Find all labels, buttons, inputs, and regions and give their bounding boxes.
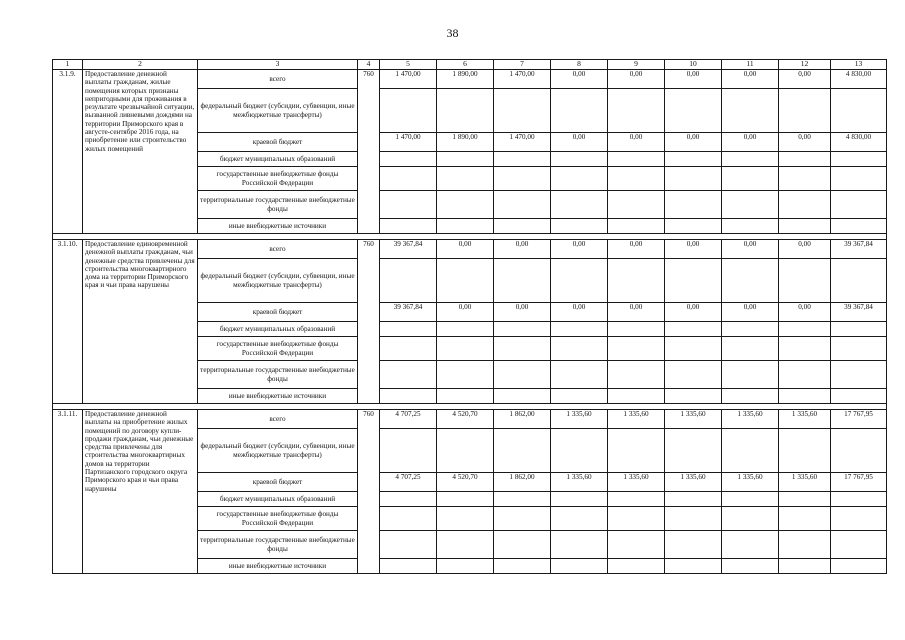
amount-cell (831, 259, 887, 303)
amount-cell (665, 361, 722, 389)
amount-cell (551, 259, 608, 303)
amount-cell (779, 559, 831, 574)
amount-cell (494, 429, 551, 473)
amount-cell: 0,00 (722, 303, 779, 322)
amount-cell (380, 429, 437, 473)
amount-cell (494, 337, 551, 361)
amount-cell (551, 361, 608, 389)
amount-cell (437, 429, 494, 473)
funding-source: всего (198, 70, 358, 89)
amount-cell: 0,00 (665, 303, 722, 322)
amount-cell: 39 367,84 (380, 303, 437, 322)
amount-cell (380, 219, 437, 234)
amount-cell (608, 531, 665, 559)
amount-cell (437, 167, 494, 191)
funding-source: бюджет муниципальных образований (198, 152, 358, 167)
amount-cell: 0,00 (551, 133, 608, 152)
amount-cell (831, 559, 887, 574)
amount-cell (779, 429, 831, 473)
amount-cell (608, 492, 665, 507)
budget-code: 760 (358, 70, 380, 234)
amount-cell (380, 167, 437, 191)
amount-cell (831, 152, 887, 167)
amount-cell: 17 767,95 (831, 473, 887, 492)
amount-cell: 1 335,60 (665, 473, 722, 492)
amount-cell (380, 492, 437, 507)
section-number: 3.1.11. (53, 410, 83, 574)
amount-cell (437, 337, 494, 361)
header-cell: 13 (831, 60, 887, 70)
amount-cell: 1 335,60 (779, 410, 831, 429)
amount-cell (831, 429, 887, 473)
amount-cell (831, 219, 887, 234)
amount-cell (665, 507, 722, 531)
funding-source: территориальные государственные внебюджетные фонды (198, 361, 358, 389)
amount-cell: 4 707,25 (380, 473, 437, 492)
header-cell: 3 (198, 60, 358, 70)
amount-cell (608, 389, 665, 404)
amount-cell (551, 89, 608, 133)
amount-cell (722, 559, 779, 574)
amount-cell (494, 89, 551, 133)
amount-cell: 0,00 (437, 303, 494, 322)
amount-cell (665, 429, 722, 473)
amount-cell: 0,00 (608, 70, 665, 89)
amount-cell (380, 531, 437, 559)
amount-cell (665, 191, 722, 219)
amount-cell (608, 337, 665, 361)
header-cell: 2 (83, 60, 198, 70)
amount-cell (551, 152, 608, 167)
funding-source: краевой бюджет (198, 133, 358, 152)
amount-cell (551, 191, 608, 219)
amount-cell (831, 531, 887, 559)
amount-cell (551, 492, 608, 507)
amount-cell: 1 470,00 (494, 133, 551, 152)
funding-source: иные внебюджетные источники (198, 219, 358, 234)
budget-code: 760 (358, 410, 380, 574)
table-row (53, 410, 887, 429)
amount-cell (608, 219, 665, 234)
amount-cell (494, 191, 551, 219)
amount-cell: 1 335,60 (608, 473, 665, 492)
amount-cell: 0,00 (665, 70, 722, 89)
amount-cell: 0,00 (608, 303, 665, 322)
amount-cell (608, 191, 665, 219)
amount-cell (665, 389, 722, 404)
amount-cell (831, 389, 887, 404)
header-cell: 10 (665, 60, 722, 70)
amount-cell: 39 367,84 (831, 303, 887, 322)
section-number: 3.1.9. (53, 70, 83, 234)
amount-cell: 0,00 (779, 303, 831, 322)
amount-cell (665, 559, 722, 574)
amount-cell (380, 337, 437, 361)
amount-cell (779, 492, 831, 507)
amount-cell (437, 322, 494, 337)
amount-cell: 39 367,84 (380, 240, 437, 259)
table-row (53, 240, 887, 259)
funding-source: всего (198, 410, 358, 429)
amount-cell: 0,00 (494, 303, 551, 322)
amount-cell (722, 492, 779, 507)
amount-cell (608, 507, 665, 531)
amount-cell: 1 335,60 (722, 473, 779, 492)
amount-cell (380, 191, 437, 219)
amount-cell (551, 531, 608, 559)
amount-cell (551, 219, 608, 234)
budget-code: 760 (358, 240, 380, 404)
amount-cell (779, 259, 831, 303)
amount-cell: 4 830,00 (831, 70, 887, 89)
amount-cell: 4 520,70 (437, 410, 494, 429)
amount-cell (831, 361, 887, 389)
funding-source: федеральный бюджет (субсидии, субвенции, иные межбюджетные трансферты) (198, 259, 358, 303)
amount-cell: 1 335,60 (551, 473, 608, 492)
section-name: Предоставление единовременной денежной выплаты гражданам, чьи денежные средства привлечены для строительства многоквартирного дома на территории Приморского края и чьи права нарушены (83, 240, 198, 404)
amount-cell (380, 259, 437, 303)
amount-cell (494, 167, 551, 191)
amount-cell (551, 322, 608, 337)
amount-cell (380, 361, 437, 389)
amount-cell (437, 531, 494, 559)
amount-cell: 1 335,60 (551, 410, 608, 429)
amount-cell (831, 337, 887, 361)
amount-cell (494, 559, 551, 574)
funding-source: территориальные государственные внебюджетные фонды (198, 191, 358, 219)
amount-cell (608, 361, 665, 389)
amount-cell: 0,00 (722, 133, 779, 152)
amount-cell: 1 890,00 (437, 70, 494, 89)
amount-cell (380, 152, 437, 167)
amount-cell (779, 89, 831, 133)
amount-cell: 0,00 (608, 240, 665, 259)
amount-cell: 1 862,00 (494, 473, 551, 492)
amount-cell (722, 89, 779, 133)
amount-cell: 4 707,25 (380, 410, 437, 429)
header-cell: 11 (722, 60, 779, 70)
amount-cell: 1 335,60 (608, 410, 665, 429)
amount-cell (779, 152, 831, 167)
amount-cell (437, 492, 494, 507)
amount-cell (437, 152, 494, 167)
amount-cell (551, 337, 608, 361)
header-cell: 6 (437, 60, 494, 70)
funding-source: краевой бюджет (198, 473, 358, 492)
header-cell: 12 (779, 60, 831, 70)
amount-cell: 0,00 (722, 70, 779, 89)
amount-cell (437, 389, 494, 404)
amount-cell (551, 389, 608, 404)
amount-cell: 0,00 (608, 133, 665, 152)
funding-source: бюджет муниципальных образований (198, 492, 358, 507)
amount-cell: 1 470,00 (380, 70, 437, 89)
amount-cell (722, 259, 779, 303)
amount-cell (665, 167, 722, 191)
amount-cell: 1 890,00 (437, 133, 494, 152)
amount-cell (551, 559, 608, 574)
amount-cell (380, 507, 437, 531)
amount-cell: 0,00 (665, 240, 722, 259)
amount-cell (608, 167, 665, 191)
amount-cell (779, 531, 831, 559)
amount-cell (722, 167, 779, 191)
table-row (53, 70, 887, 89)
amount-cell (665, 152, 722, 167)
amount-cell: 0,00 (779, 133, 831, 152)
amount-cell (494, 389, 551, 404)
amount-cell (665, 531, 722, 559)
amount-cell: 1 470,00 (380, 133, 437, 152)
amount-cell (608, 322, 665, 337)
amount-cell: 0,00 (665, 133, 722, 152)
amount-cell (608, 259, 665, 303)
funding-source: иные внебюджетные источники (198, 389, 358, 404)
amount-cell (831, 167, 887, 191)
amount-cell: 39 367,84 (831, 240, 887, 259)
amount-cell (608, 559, 665, 574)
header-cell: 9 (608, 60, 665, 70)
amount-cell (722, 429, 779, 473)
header-cell: 1 (53, 60, 83, 70)
amount-cell (437, 259, 494, 303)
amount-cell: 1 335,60 (722, 410, 779, 429)
amount-cell (494, 152, 551, 167)
amount-cell (665, 337, 722, 361)
header-cell: 5 (380, 60, 437, 70)
amount-cell (437, 361, 494, 389)
budget-table-body (53, 70, 887, 574)
amount-cell (722, 191, 779, 219)
amount-cell (779, 219, 831, 234)
funding-source: бюджет муниципальных образований (198, 322, 358, 337)
funding-source: государственные внебюджетные фонды Российской Федерации (198, 337, 358, 361)
funding-source: федеральный бюджет (субсидии, субвенции, иные межбюджетные трансферты) (198, 89, 358, 133)
amount-cell: 0,00 (437, 240, 494, 259)
header-cell: 8 (551, 60, 608, 70)
budget-table (52, 59, 887, 574)
funding-source: государственные внебюджетные фонды Российской Федерации (198, 507, 358, 531)
amount-cell: 0,00 (779, 240, 831, 259)
header-row (53, 60, 887, 70)
amount-cell: 4 830,00 (831, 133, 887, 152)
funding-source: государственные внебюджетные фонды Российской Федерации (198, 167, 358, 191)
amount-cell (831, 191, 887, 219)
amount-cell (665, 259, 722, 303)
amount-cell: 0,00 (551, 303, 608, 322)
header-cell: 4 (358, 60, 380, 70)
amount-cell (779, 322, 831, 337)
amount-cell (831, 322, 887, 337)
section-name: Предоставление денежной выплаты гражданам, жилые помещения которых признаны непригодными для проживания в результате чрезвычайной ситуации, вызванной ливневыми дождями на территории Приморского края в августе-сентябре 2016 года, на приобретение или строительство жилых помещений (83, 70, 198, 234)
amount-cell (551, 167, 608, 191)
amount-cell (831, 507, 887, 531)
amount-cell (608, 429, 665, 473)
amount-cell: 0,00 (551, 70, 608, 89)
amount-cell (779, 167, 831, 191)
amount-cell: 0,00 (551, 240, 608, 259)
amount-cell (437, 89, 494, 133)
amount-cell (831, 89, 887, 133)
amount-cell (437, 219, 494, 234)
page-number: 38 (446, 26, 459, 40)
amount-cell (722, 361, 779, 389)
amount-cell (380, 559, 437, 574)
section-number: 3.1.10. (53, 240, 83, 404)
amount-cell (779, 361, 831, 389)
funding-source: территориальные государственные внебюджетные фонды (198, 531, 358, 559)
amount-cell: 1 470,00 (494, 70, 551, 89)
amount-cell (608, 152, 665, 167)
amount-cell (722, 337, 779, 361)
funding-source: федеральный бюджет (субсидии, субвенции, иные межбюджетные трансферты) (198, 429, 358, 473)
amount-cell (380, 322, 437, 337)
funding-source: краевой бюджет (198, 303, 358, 322)
amount-cell (551, 429, 608, 473)
amount-cell (722, 322, 779, 337)
amount-cell (722, 219, 779, 234)
amount-cell (831, 492, 887, 507)
amount-cell (494, 322, 551, 337)
amount-cell (722, 152, 779, 167)
amount-cell (665, 89, 722, 133)
amount-cell (551, 507, 608, 531)
funding-source: всего (198, 240, 358, 259)
amount-cell: 1 335,60 (665, 410, 722, 429)
amount-cell (665, 492, 722, 507)
amount-cell (779, 337, 831, 361)
amount-cell (380, 89, 437, 133)
amount-cell (380, 389, 437, 404)
amount-cell (722, 507, 779, 531)
amount-cell (665, 219, 722, 234)
header-cell: 7 (494, 60, 551, 70)
amount-cell (665, 322, 722, 337)
amount-cell (437, 191, 494, 219)
amount-cell (494, 219, 551, 234)
amount-cell: 17 767,95 (831, 410, 887, 429)
amount-cell (779, 191, 831, 219)
amount-cell: 0,00 (779, 70, 831, 89)
amount-cell: 1 335,60 (779, 473, 831, 492)
amount-cell (722, 531, 779, 559)
amount-cell (722, 389, 779, 404)
amount-cell: 0,00 (722, 240, 779, 259)
amount-cell: 1 862,00 (494, 410, 551, 429)
amount-cell (494, 259, 551, 303)
amount-cell (779, 389, 831, 404)
amount-cell: 4 520,70 (437, 473, 494, 492)
amount-cell (494, 361, 551, 389)
amount-cell (608, 89, 665, 133)
section-name: Предоставление денежной выплаты на приобретение жилых помещений по договору купли-продажи гражданам, чьи денежные средства привлечены для строительства многоквартирных домов на территории Партизанского городского округа Приморского края и чьи права нарушены (83, 410, 198, 574)
amount-cell: 0,00 (494, 240, 551, 259)
amount-cell (494, 531, 551, 559)
amount-cell (494, 507, 551, 531)
amount-cell (437, 559, 494, 574)
amount-cell (779, 507, 831, 531)
amount-cell (437, 507, 494, 531)
amount-cell (494, 492, 551, 507)
funding-source: иные внебюджетные источники (198, 559, 358, 574)
